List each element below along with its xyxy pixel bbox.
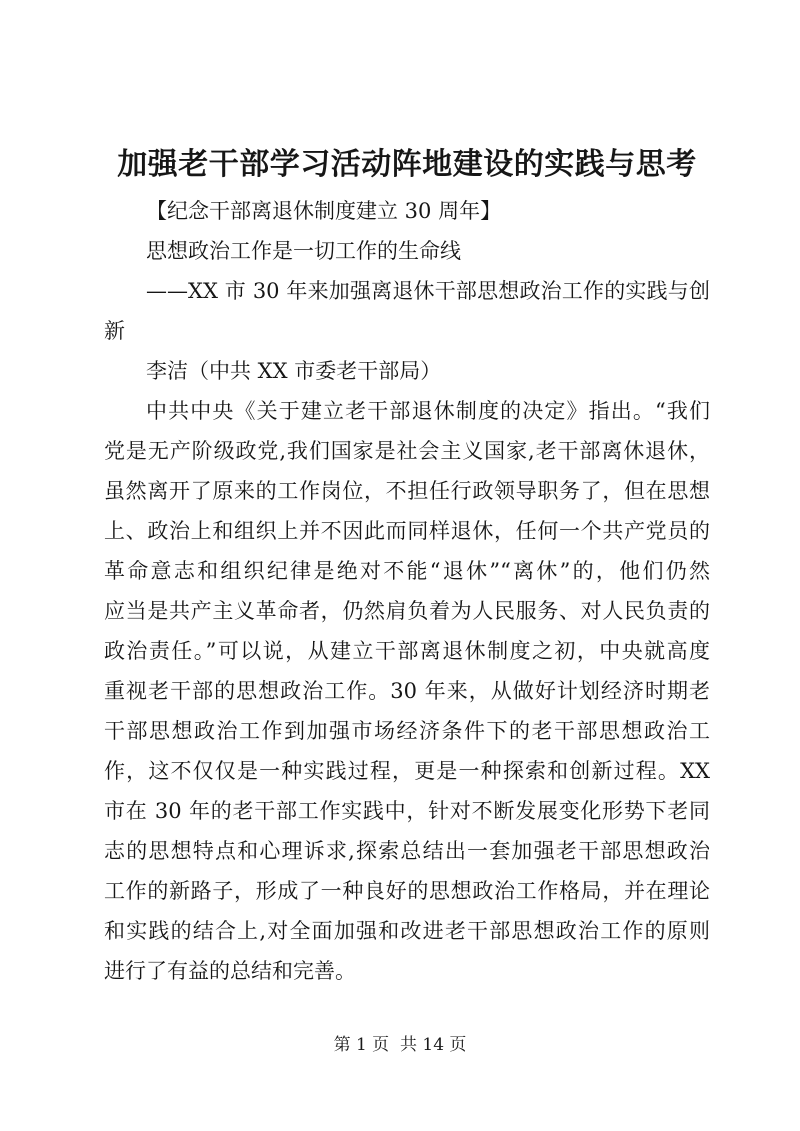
text-line: 虽然离开了原来的工作岗位，不担任行政领导职务了，但在思想 [104, 479, 710, 503]
text-line: 党是无产阶级政党,我们国家是社会主义国家,老干部离休退休， [104, 439, 710, 463]
text-line: 新 [104, 319, 125, 343]
document-title: 加强老干部学习活动阵地建设的实践与思考 [117, 147, 697, 182]
text-line: 市在 30 年的老干部工作实践中，针对不断发展变化形势下老同 [104, 799, 710, 823]
text-line: 志的思想特点和心理诉求,探索总结出一套加强老干部思想政治 [104, 839, 710, 863]
text-line: 李洁（中共 XX 市委老干部局） [146, 359, 442, 383]
document-content [104, 141, 710, 991]
text-line: 工作的新路子，形成了一种良好的思想政治工作格局，并在理论 [104, 879, 710, 903]
text-line: 重视老干部的思想政治工作。30 年来，从做好计划经济时期老 [104, 679, 710, 703]
page-footer: 第 1 页 共 14 页 [333, 1035, 467, 1055]
text-line: 干部思想政治工作到加强市场经济条件下的老干部思想政治工 [104, 719, 710, 743]
text-line: ——XX 市 30 年来加强离退休干部思想政治工作的实践与创 [146, 279, 710, 303]
text-line: 革命意志和组织纪律是绝对不能“退休”“离休”的，他们仍然 [104, 559, 710, 583]
document-body [104, 191, 710, 991]
text-line: 进行了有益的总结和完善。 [104, 959, 356, 983]
text-line: 应当是共产主义革命者，仍然肩负着为人民服务、对人民负责的 [104, 599, 710, 623]
text-line: 政治责任。”可以说，从建立干部离退休制度之初，中央就高度 [104, 639, 710, 663]
text-line: 上、政治上和组织上并不因此而同样退休，任何一个共产党员的 [104, 519, 710, 543]
text-line: 【纪念干部离退休制度建立 30 周年】 [146, 199, 502, 223]
text-line: 作，这不仅仅是一种实践过程，更是一种探索和创新过程。XX [104, 759, 710, 783]
text-line: 中共中央《关于建立老干部退休制度的决定》指出。“我们 [146, 399, 710, 423]
text-line: 和实践的结合上,对全面加强和改进老干部思想政治工作的原则 [104, 919, 710, 943]
text-line: 思想政治工作是一切工作的生命线 [146, 239, 461, 263]
